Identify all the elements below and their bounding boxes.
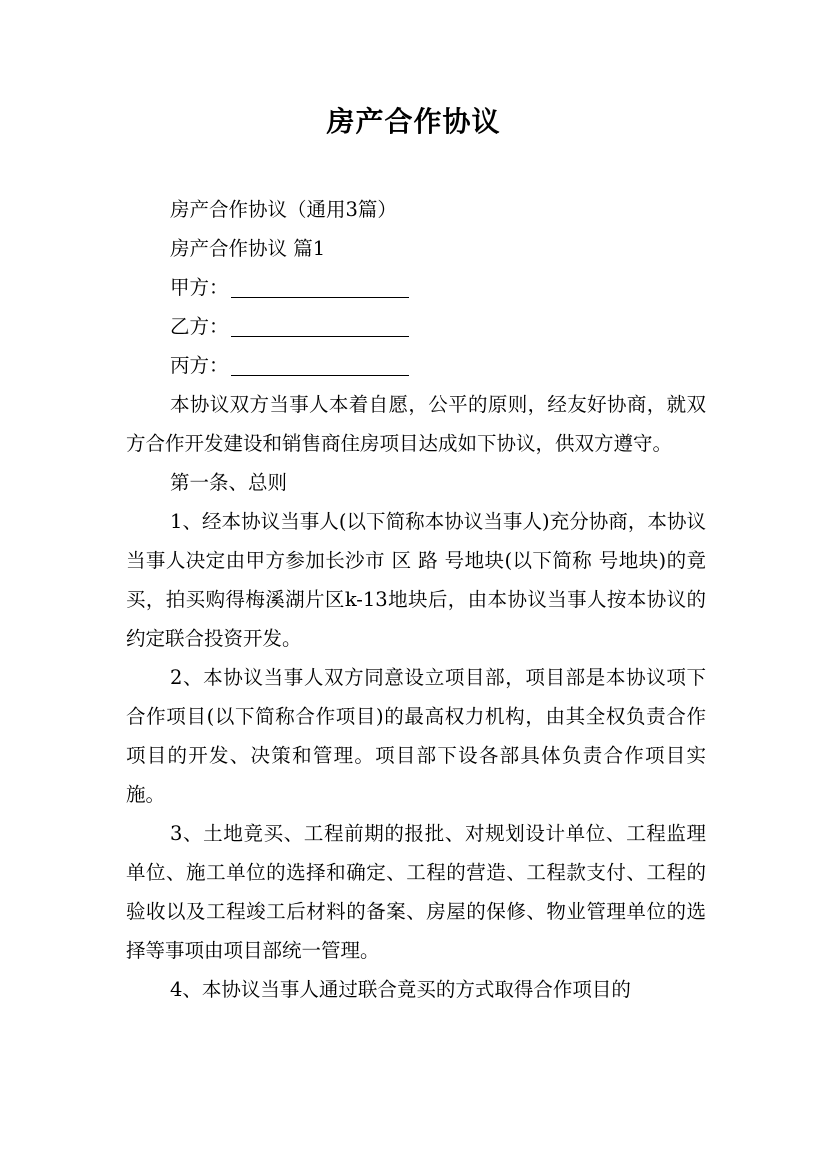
document-title: 房产合作协议 [326,105,501,138]
document-subtitle: 房产合作协议（通用3篇） [170,198,397,221]
section-heading: 房产合作协议 篇1 [170,237,326,260]
party-b-blank [231,314,409,337]
party-a-blank [231,275,409,298]
article-1-heading: 第一条、总则 [170,471,288,494]
party-b-label: 乙方： [170,315,229,338]
document-body [126,190,706,1009]
intro-paragraph: 本协议双方当事人本着自愿，公平的原则，经友好协商，就双方合作开发建设和销售商住房项目达成如下协议，供双方遵守。 [126,393,706,455]
clause-2: 2、本协议当事人双方同意设立项目部，项目部是本协议项下合作项目(以下简称合作项目)的最高权力机构，由其全权负责合作项目的开发、决策和管理。项目部下设各部具体负责合作项目实施。 [126,666,706,806]
clause-3: 3、土地竟买、工程前期的报批、对规划设计单位、工程监理单位、施工单位的选择和确定、工程的营造、工程款支付、工程的验收以及工程竣工后材料的备案、房屋的保修、物业管理单位的选择等事项由项目部统一管理。 [126,822,706,962]
clause-1: 1、经本协议当事人(以下简称本协议当事人)充分协商，本协议当事人决定由甲方参加长沙市 区 路 号地块(以下简称 号地块)的竟买，拍买购得梅溪湖片区k-13地块后，由本协议当事人按本协议的约定联合投资开发。 [126,510,706,650]
party-b-line [126,307,706,346]
party-c-label: 丙方： [170,354,229,377]
party-a-line [126,268,706,307]
party-c-blank [231,353,409,376]
party-c-line [126,346,706,385]
party-a-label: 甲方： [170,276,229,299]
clause-4: 4、本协议当事人通过联合竟买的方式取得合作项目的 [170,978,631,1001]
